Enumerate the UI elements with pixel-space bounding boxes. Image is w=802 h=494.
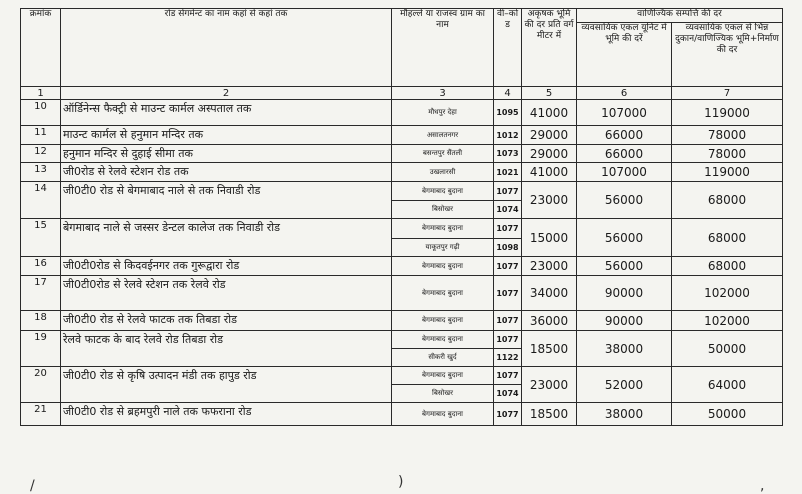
column-number: 7: [672, 87, 783, 100]
ward-code-cell: 1012: [494, 126, 522, 145]
table-row: [21, 100, 783, 126]
shop-rate-cell: 78000: [672, 145, 783, 163]
ward-code-cell: 1098: [494, 239, 522, 257]
pen-mark: ): [398, 474, 404, 490]
ward-code-cell: 1021: [494, 163, 522, 182]
table-row: [21, 163, 783, 182]
road-segment-cell: जी0टी0रोड से रेलवे स्टेशन तक रेलवे रोड: [61, 276, 392, 311]
column-number: 6: [577, 87, 672, 100]
serial-cell: 15: [21, 219, 61, 257]
road-segment-cell: जी0टी0 रोड से रेलवे फाटक तक तिबडा रोड: [61, 311, 392, 331]
table-row: [21, 367, 783, 385]
agri-rate-cell: 29000: [522, 126, 577, 145]
agri-rate-cell: 41000: [522, 163, 577, 182]
ward-code-cell: 1122: [494, 349, 522, 367]
unit-rate-cell: 52000: [577, 367, 672, 403]
unit-rate-cell: 90000: [577, 276, 672, 311]
column-number: 3: [392, 87, 494, 100]
agri-rate-cell: 15000: [522, 219, 577, 257]
mohalla-cell: उखलारसी: [392, 163, 494, 182]
table-row: [21, 182, 783, 201]
shop-rate-cell: 68000: [672, 219, 783, 257]
mohalla-cell: बेगमाबाद बुदाना: [392, 403, 494, 426]
ward-code-cell: 1077: [494, 219, 522, 239]
circle-rate-table: [20, 8, 783, 426]
mohalla-cell: बिसोखर: [392, 385, 494, 403]
ward-code-cell: 1077: [494, 311, 522, 331]
column-number: 4: [494, 87, 522, 100]
road-segment-cell: जी0रोड से रेलवे स्टेशन रोड तक: [61, 163, 392, 182]
header-road-segment: रोड सेगमेन्ट का नाम कहां से कहां तक: [61, 9, 392, 87]
road-segment-cell: जी0टी0 रोड से बेगमाबाद नाले से तक निवाडी रोड: [61, 182, 392, 219]
road-segment-cell: माउन्ट कार्मल से हनुमान मन्दिर तक: [61, 126, 392, 145]
table-row: [21, 257, 783, 276]
mohalla-cell: बेगमाबाद बुदाना: [392, 331, 494, 349]
unit-rate-cell: 107000: [577, 163, 672, 182]
unit-rate-cell: 56000: [577, 182, 672, 219]
agri-rate-cell: 41000: [522, 100, 577, 126]
shop-rate-cell: 50000: [672, 331, 783, 367]
road-segment-cell: जी0टी0 रोड से ब्रहमपुरी नाले तक फफराना रोड: [61, 403, 392, 426]
shop-rate-cell: 68000: [672, 257, 783, 276]
mohalla-cell: बेगमाबाद बुदाना: [392, 257, 494, 276]
ward-code-cell: 1077: [494, 331, 522, 349]
table-row: [21, 331, 783, 349]
ward-code-cell: 1077: [494, 182, 522, 201]
table-row: [21, 219, 783, 239]
column-number: 5: [522, 87, 577, 100]
header-serial: क्रमांक: [21, 9, 61, 87]
agri-rate-cell: 36000: [522, 311, 577, 331]
table-row: [21, 276, 783, 311]
mohalla-cell: सीकरी खुर्द: [392, 349, 494, 367]
road-segment-cell: ऑर्डिनेन्स फैक्ट्री से माउन्ट कार्मल अस्पताल तक: [61, 100, 392, 126]
unit-rate-cell: 38000: [577, 403, 672, 426]
shop-rate-cell: 78000: [672, 126, 783, 145]
mohalla-cell: बेगमाबाद बुदाना: [392, 219, 494, 239]
table-row: [21, 311, 783, 331]
serial-cell: 16: [21, 257, 61, 276]
unit-rate-cell: 66000: [577, 126, 672, 145]
shop-rate-cell: 119000: [672, 100, 783, 126]
mohalla-cell: मौधपुर देहा: [392, 100, 494, 126]
shop-rate-cell: 119000: [672, 163, 783, 182]
road-segment-cell: जी0टी0रोड से किदवईनगर तक गुरूद्वारा रोड: [61, 257, 392, 276]
shop-rate-cell: 102000: [672, 311, 783, 331]
shop-rate-cell: 50000: [672, 403, 783, 426]
mohalla-cell: बसन्तपुर सैंतली: [392, 145, 494, 163]
table-row: [21, 403, 783, 426]
road-segment-cell: जी0टी0 रोड से कृषि उत्पादन मंडी तक हापुड रोड: [61, 367, 392, 403]
shop-rate-cell: 68000: [672, 182, 783, 219]
agri-rate-cell: 23000: [522, 182, 577, 219]
serial-cell: 14: [21, 182, 61, 219]
unit-rate-cell: 107000: [577, 100, 672, 126]
mohalla-cell: बेगमाबाद बुदाना: [392, 311, 494, 331]
serial-cell: 21: [21, 403, 61, 426]
serial-cell: 13: [21, 163, 61, 182]
agri-rate-cell: 18500: [522, 403, 577, 426]
mohalla-cell: बेगमाबाद बुदाना: [392, 182, 494, 201]
mohalla-cell: बेगमाबाद बुदाना: [392, 276, 494, 311]
ward-code-cell: 1077: [494, 367, 522, 385]
shop-rate-cell: 102000: [672, 276, 783, 311]
header-mohalla: मौहल्ले या राजस्व ग्राम का नाम: [392, 9, 494, 87]
pen-mark: /: [30, 478, 35, 494]
ward-code-cell: 1077: [494, 276, 522, 311]
serial-cell: 11: [21, 126, 61, 145]
serial-cell: 12: [21, 145, 61, 163]
ward-code-cell: 1077: [494, 403, 522, 426]
header-agri-rate: अकृषक भूमि की दर प्रति वर्ग मीटर में: [522, 9, 577, 87]
column-number: 2: [61, 87, 392, 100]
unit-rate-cell: 56000: [577, 219, 672, 257]
mohalla-cell: याकूतपुर गढ़ी: [392, 239, 494, 257]
agri-rate-cell: 29000: [522, 145, 577, 163]
ward-code-cell: 1077: [494, 257, 522, 276]
serial-cell: 20: [21, 367, 61, 403]
rate-sheet: [20, 8, 782, 426]
ward-code-cell: 1074: [494, 385, 522, 403]
header-ward: वी–को ड: [494, 9, 522, 87]
ward-code-cell: 1095: [494, 100, 522, 126]
road-segment-cell: रेलवे फाटक के बाद रेलवे रोड तिबडा रोड: [61, 331, 392, 367]
serial-cell: 18: [21, 311, 61, 331]
ward-code-cell: 1074: [494, 201, 522, 219]
mohalla-cell: असालतनगर: [392, 126, 494, 145]
shop-rate-cell: 64000: [672, 367, 783, 403]
table-row: [21, 145, 783, 163]
unit-rate-cell: 90000: [577, 311, 672, 331]
unit-rate-cell: 38000: [577, 331, 672, 367]
header-commercial-group: वाणिज्यिक सम्पत्ति की दर: [577, 9, 783, 23]
mohalla-cell: बिसोखर: [392, 201, 494, 219]
mohalla-cell: बेगमाबाद बुदाना: [392, 367, 494, 385]
pen-mark: ,: [760, 478, 765, 494]
road-segment-cell: बेगमाबाद नाले से जस्सर डेन्टल कालेज तक निवाडी रोड: [61, 219, 392, 257]
unit-rate-cell: 66000: [577, 145, 672, 163]
road-segment-cell: हनुमान मन्दिर से दुहाई सीमा तक: [61, 145, 392, 163]
serial-cell: 10: [21, 100, 61, 126]
ward-code-cell: 1073: [494, 145, 522, 163]
unit-rate-cell: 56000: [577, 257, 672, 276]
column-number-row: [21, 87, 783, 100]
agri-rate-cell: 23000: [522, 367, 577, 403]
serial-cell: 17: [21, 276, 61, 311]
header-shop-rate: व्यवसायिक एकल से भिन्न दुकान/वाणिज्यिक भूमि+निर्माण की दर: [672, 23, 783, 87]
agri-rate-cell: 34000: [522, 276, 577, 311]
table-row: [21, 126, 783, 145]
agri-rate-cell: 23000: [522, 257, 577, 276]
column-number: 1: [21, 87, 61, 100]
serial-cell: 19: [21, 331, 61, 367]
agri-rate-cell: 18500: [522, 331, 577, 367]
header-unit-rate: व्यवसायिक एकल यूनिट में भूमि की दरें: [577, 23, 672, 87]
